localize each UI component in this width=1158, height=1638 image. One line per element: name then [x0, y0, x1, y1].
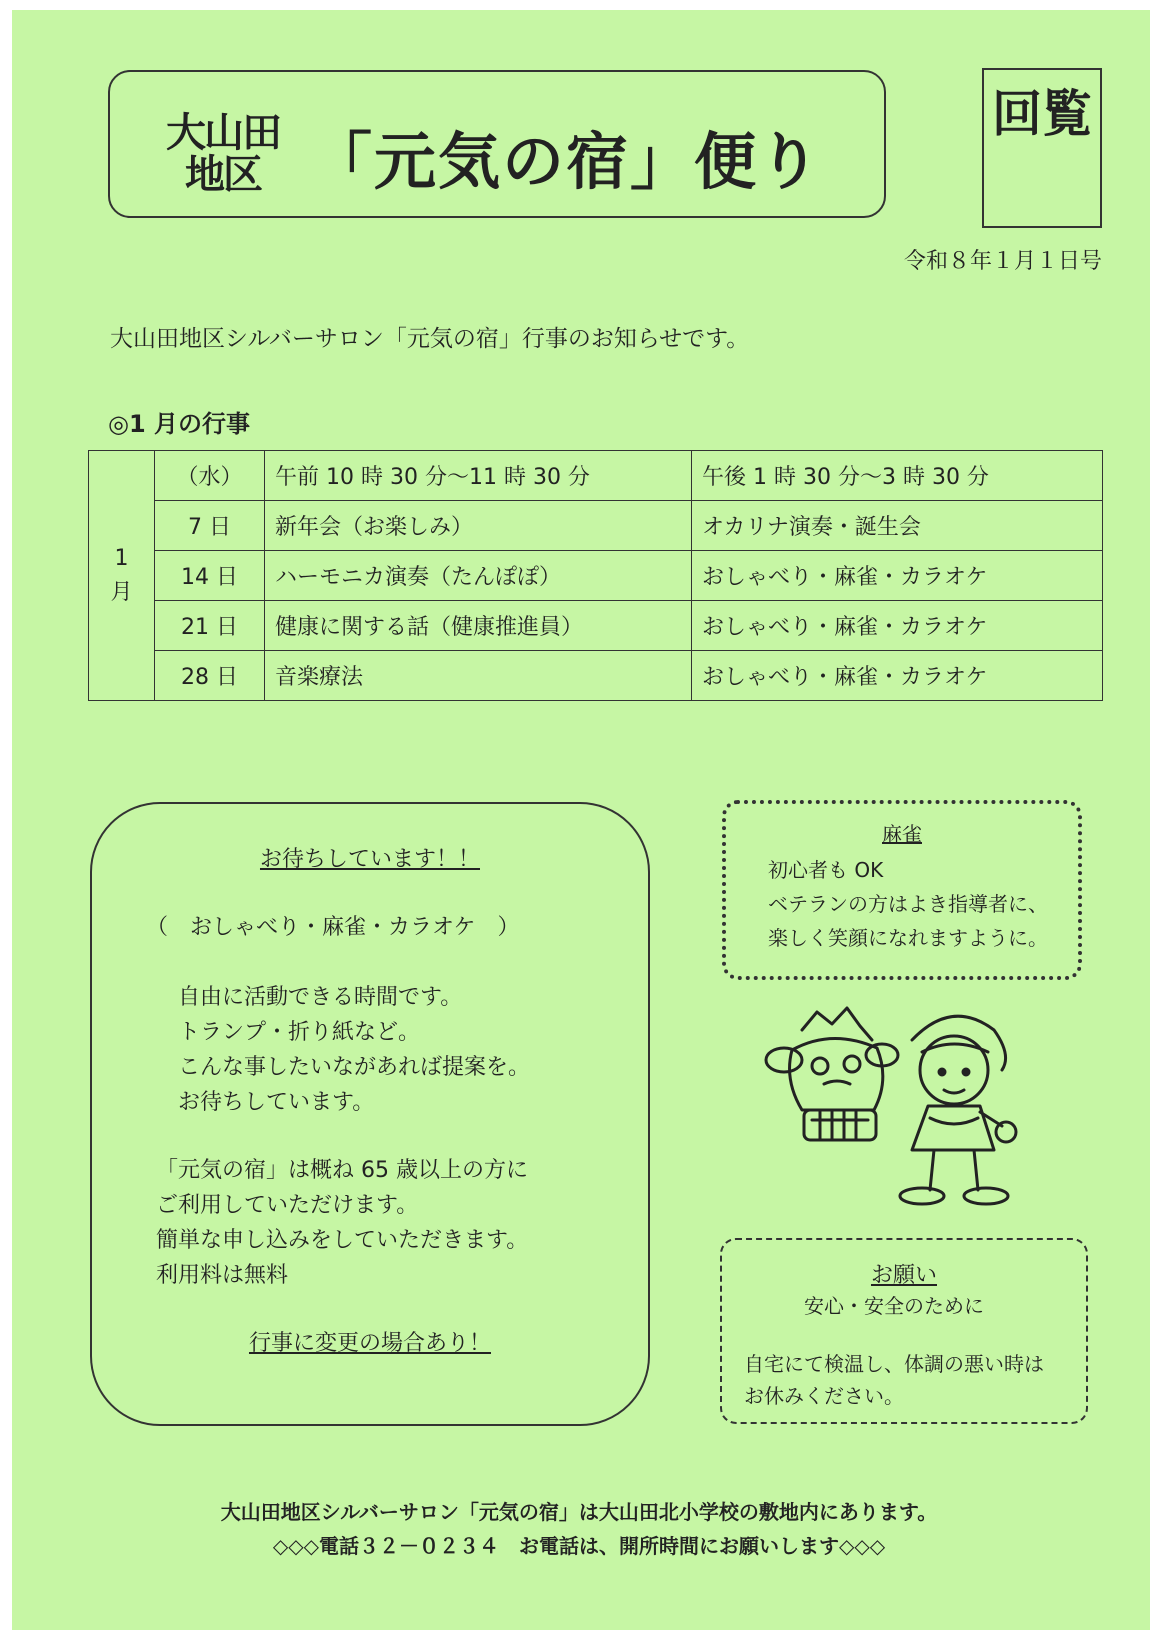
mahjong-line: 初心者も OK: [768, 858, 884, 882]
month-cell: 1月: [89, 451, 155, 701]
weekday-header: （水）: [155, 451, 265, 501]
intro-text: 大山田地区シルバーサロン「元気の宿」行事のお知らせです。: [110, 326, 750, 352]
lion-left-eye: [812, 1058, 828, 1074]
row-day: 21 日: [155, 601, 265, 651]
child-belt: [930, 1118, 978, 1124]
left-sandal: [900, 1188, 944, 1204]
table-row: [89, 501, 1103, 551]
request-line: お休みください。: [744, 1384, 904, 1408]
row-pm: おしゃべり・麻雀・カラオケ: [692, 601, 1103, 651]
pm-time-header: 午後 1 時 30 分～3 時 30 分: [692, 451, 1103, 501]
table-row: [89, 601, 1103, 651]
mahjong-line: ベテランの方はよき指導者に、: [768, 892, 1048, 916]
info-line: 利用料は無料: [156, 1263, 289, 1288]
info-line: 「元気の宿」は概ね 65 歳以上の方に: [156, 1158, 528, 1183]
row-day: 28 日: [155, 651, 265, 701]
lion-nose: [824, 1081, 850, 1084]
lion-dance-illustration: [762, 1000, 1022, 1220]
lion-right-eye: [844, 1056, 860, 1072]
request-subtitle: 安心・安全のために: [804, 1294, 984, 1318]
table-row: [89, 651, 1103, 701]
circulation-stamp: 回覧: [982, 68, 1102, 228]
free-line: トランプ・折り紙など。: [178, 1020, 421, 1045]
child-legs: [930, 1150, 978, 1190]
newsletter-title: 「元気の宿」便り: [310, 125, 823, 198]
free-line: お待ちしています。: [178, 1090, 375, 1115]
lion-mane: [802, 1008, 872, 1040]
info-line: ご利用していただけます。: [156, 1193, 419, 1218]
row-day: 14 日: [155, 551, 265, 601]
lion-left-ear: [766, 1048, 802, 1072]
row-pm: おしゃべり・麻雀・カラオケ: [692, 551, 1103, 601]
schedule-table: [88, 450, 1103, 701]
child-mouth: [944, 1090, 964, 1093]
footer-location: 大山田地区シルバーサロン「元気の宿」は大山田北小学校の敷地内にあります。: [220, 1500, 938, 1524]
info-line: 簡単な申し込みをしていただきます。: [156, 1228, 529, 1253]
request-line: 自宅にて検温し、体調の悪い時は: [744, 1352, 1044, 1376]
row-am: 音楽療法: [265, 651, 692, 701]
section-title: ◎1 月の行事: [108, 410, 250, 438]
row-am: 健康に関する話（健康推進員）: [265, 601, 692, 651]
am-time-header: 午前 10 時 30 分～11 時 30 分: [265, 451, 692, 501]
lion-jaw: [804, 1110, 876, 1140]
row-am: ハーモニカ演奏（たんぽぽ）: [265, 551, 692, 601]
row-pm: オカリナ演奏・誕生会: [692, 501, 1103, 551]
change-notice: 行事に変更の場合あり！: [248, 1331, 491, 1356]
mahjong-line: 楽しく笑顔になれますように。: [768, 926, 1048, 950]
right-sandal: [964, 1188, 1008, 1204]
table-row: [89, 551, 1103, 601]
mahjong-title: 麻雀: [882, 822, 922, 846]
request-title: お願い: [870, 1263, 937, 1288]
table-header-row: [89, 451, 1103, 501]
waiting-title: お待ちしています！！: [259, 847, 480, 872]
issue-date: 令和８年１月１日号: [903, 249, 1102, 274]
free-line: 自由に活動できる時間です。: [178, 985, 463, 1010]
row-day: 7 日: [155, 501, 265, 551]
waiting-activities: （ おしゃべり・麻雀・カラオケ ）: [146, 915, 520, 940]
free-line: こんな事したいながあれば提案を。: [178, 1055, 531, 1080]
row-pm: おしゃべり・麻雀・カラオケ: [692, 651, 1103, 701]
district-label: 大山田地区: [166, 110, 280, 198]
lion-teeth: [812, 1110, 868, 1140]
footer-phone: ◇◇◇電話３２－０２３４ お電話は、開所時間にお願いします◇◇◇: [272, 1534, 886, 1558]
row-am: 新年会（お楽しみ）: [265, 501, 692, 551]
